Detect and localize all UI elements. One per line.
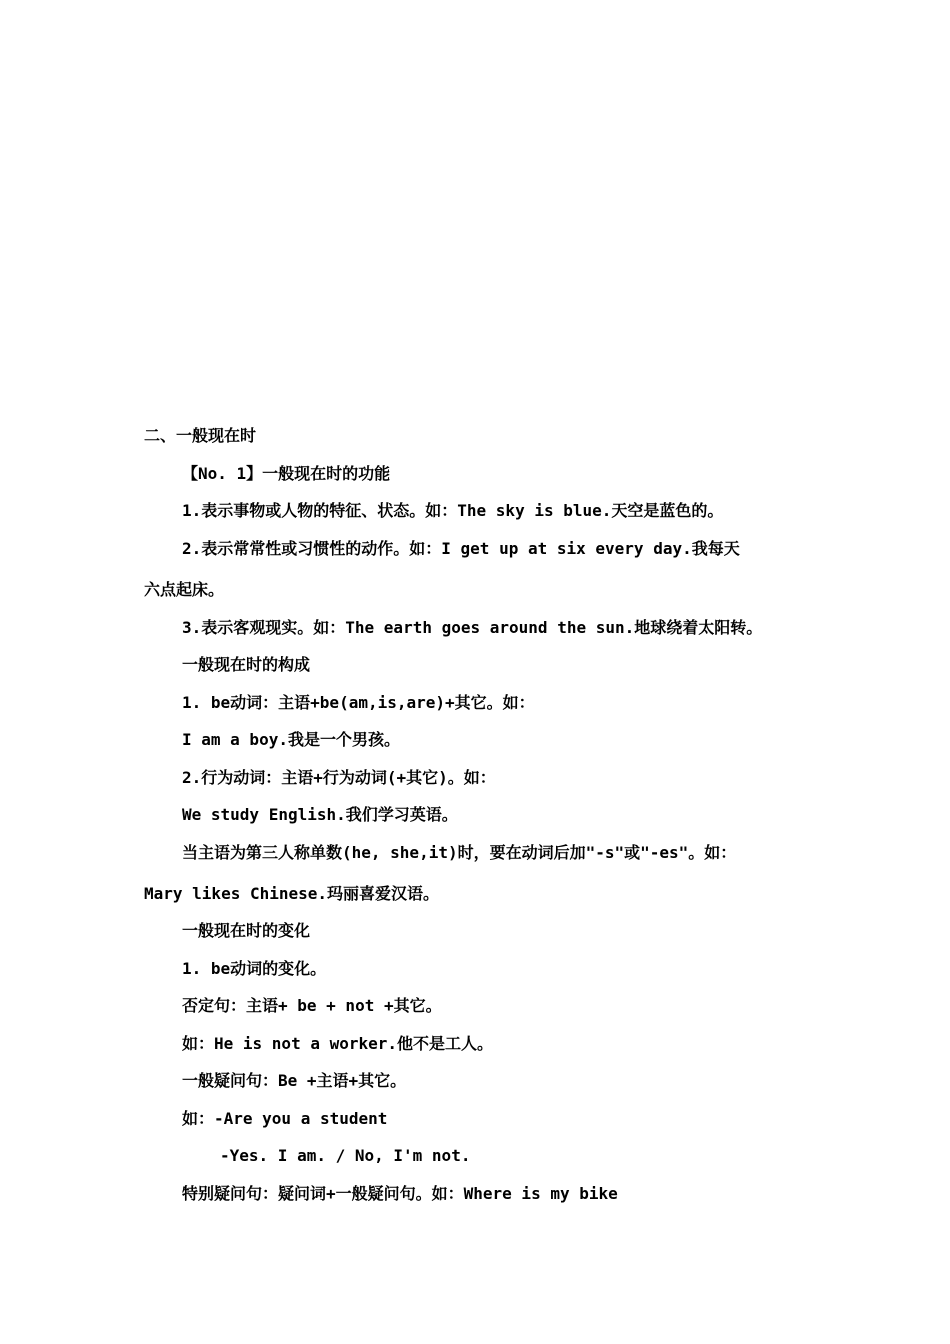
function-item-1: 1.表示事物或人物的特征、状态。如：The sky is blue.天空是蓝色的。 [182, 501, 724, 520]
negative-rule: 否定句：主语+ be + not +其它。 [182, 996, 442, 1015]
third-person-example: Mary likes Chinese.玛丽喜爱汉语。 [144, 884, 440, 903]
structure-item-2: 2.行为动词：主语+行为动词(+其它)。如： [182, 768, 496, 787]
subsection-heading: 【No. 1】一般现在时的功能 [182, 464, 391, 483]
structure-item-1: 1. be动词：主语+be(am,is,are)+其它。如： [182, 693, 535, 712]
wh-question-rule: 特别疑问句：疑问词+一般疑问句。如：Where is my bike [182, 1184, 618, 1203]
negative-example: 如：He is not a worker.他不是工人。 [182, 1034, 494, 1053]
question-rule: 一般疑问句：Be +主语+其它。 [182, 1071, 407, 1090]
structure-heading: 一般现在时的构成 [182, 655, 311, 674]
function-item-3: 3.表示客观现实。如：The earth goes around the sun.地球绕着太阳转。 [182, 618, 763, 637]
third-person-rule: 当主语为第三人称单数(he, she,it)时，要在动词后加"-s"或"-es"。如： [182, 843, 737, 862]
section-heading: 二、一般现在时 [144, 426, 257, 445]
structure-example-1: I am a boy.我是一个男孩。 [182, 730, 400, 749]
question-answer: -Yes. I am. / No, I'm not. [220, 1146, 471, 1165]
structure-example-2: We study English.我们学习英语。 [182, 805, 458, 824]
function-item-2: 2.表示常常性或习惯性的动作。如：I get up at six every day.我每天 [182, 539, 740, 558]
function-item-2-continued: 六点起床。 [144, 580, 225, 599]
change-heading: 一般现在时的变化 [182, 921, 311, 940]
change-item-1: 1. be动词的变化。 [182, 959, 327, 978]
question-example: 如：-Are you a student [182, 1109, 388, 1128]
